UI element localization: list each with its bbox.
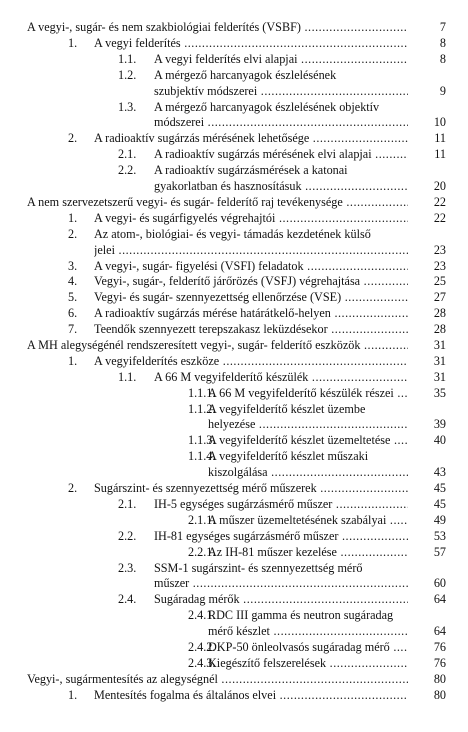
toc-entry-title: A vegyifelderítő készlet üzembe	[208, 401, 366, 416]
toc-entry-number: 2.1.	[118, 497, 137, 511]
toc-entry-title: Az IH-81 műszer kezelése .....	[208, 545, 408, 561]
toc-entry-page-number: 76	[433, 640, 446, 655]
toc-entry-page-number: 31	[433, 369, 446, 384]
toc-entry-title: A nem szervezetszerű vegyi- és sugár- felderítő raj tevékenysége .....	[27, 195, 408, 211]
toc-entry-title: IH-5 egységes sugárzásmérő műszer .....	[154, 497, 408, 513]
toc-entry-page-number: 22	[433, 194, 446, 209]
toc-entry-title: szubjektív módszerei .....	[154, 84, 408, 100]
toc-entry-title: A radioaktív sugárzás mérése határátkelő-helyen .....	[94, 306, 408, 322]
toc-entry-number: 2.4.	[118, 592, 137, 607]
toc-entry-number: 2.1.	[118, 147, 137, 162]
toc-entry-number: 2.4.1.	[188, 608, 216, 623]
toc-entry-number: 2.	[68, 226, 78, 241]
toc-entry-number: 2.	[68, 131, 78, 146]
toc-entry-number: 1.1.3.	[188, 433, 216, 448]
toc-entry-number: 1.	[68, 35, 78, 50]
toc-entry-page-number: 80	[433, 671, 446, 686]
toc-entry-title: A vegyi felderítés elvi alapjai .....	[154, 52, 408, 68]
toc-entry-number: 1.3.	[118, 99, 137, 114]
toc-entry-page-number: 43	[433, 465, 446, 480]
toc-entry-page-number: 35	[433, 385, 446, 400]
toc-entry-title: A radioaktív sugárzásmérések a katonai	[154, 163, 348, 178]
toc-entry-page-number: 39	[433, 417, 446, 432]
toc-entry-number: 2.3.	[118, 560, 137, 575]
toc-entry-title: SSM-1 sugárszint- és szennyezettség mérő	[154, 560, 363, 575]
toc-entry-page-number: 8	[439, 51, 446, 66]
toc-entry-page-number: 20	[433, 178, 446, 193]
toc-entry-page-number: 25	[433, 274, 446, 289]
toc-entry-title: A vegyi-, sugár- figyelési (VSFI) feladatok .....	[94, 259, 408, 275]
toc-entry-page-number: 49	[433, 512, 446, 527]
toc-entry-title: A vegyi-, sugár- és nem szakbiológiai felderítés (VSBF) .....	[27, 20, 408, 36]
toc-entry-number: 3.	[68, 258, 78, 273]
toc-entry-page-number: 28	[433, 322, 446, 337]
toc-entry-title: A radioaktív sugárzás mérésének elvi alapjai .....	[154, 147, 408, 163]
toc-entry-title: Sugárszint- és szennyezettség mérő műszerek .....	[94, 481, 408, 497]
toc-entry-page-number: 31	[433, 338, 446, 352]
toc-entry-page-number: 45	[433, 497, 446, 511]
toc-entry-title: Vegyi-, sugármentesítés az alegységnél .....	[27, 672, 408, 688]
toc-entry-title: Vegyi- és sugár- szennyezettség ellenőrzése (VSE) .....	[94, 290, 408, 306]
toc-entry-number: 1.1.	[118, 51, 137, 66]
toc-entry-page-number: 64	[433, 624, 446, 639]
toc-entry-title: gyakorlatban és hasznosításuk .....	[154, 179, 408, 195]
toc-entry-number: 1.1.2.	[188, 401, 216, 416]
toc-entry-title: jelei .....	[94, 243, 408, 259]
toc-entry-title: A 66 M vegyifelderítő készülék részei .....	[208, 386, 408, 402]
toc-entry-title: A műszer üzemeltetésének szabályai .....	[208, 513, 408, 529]
toc-entry-title: A vegyi- és sugárfigyelés végrehajtói .....	[94, 211, 408, 227]
toc-entry-title: Az atom-, biológiai- és vegyi- támadás kezdetének külső	[94, 226, 371, 241]
toc-entry-title: Sugáradag mérők .....	[154, 592, 408, 608]
toc-entry-title: mérő készlet .....	[208, 624, 408, 640]
toc-entry-title: kiszolgálása .....	[208, 465, 408, 481]
toc-entry-title: IH-81 egységes sugárzásmérő műszer .....	[154, 529, 408, 545]
toc-entry-number: 2.4.3.	[188, 656, 216, 670]
toc-entry-number: 2.4.2.	[188, 640, 216, 655]
toc-entry-title: Teendők szennyezett terepszakasz leküzdésekor .....	[94, 322, 408, 338]
toc-entry-page-number: 8	[439, 35, 446, 50]
toc-entry-page-number: 10	[433, 115, 446, 130]
toc-entry-title: A mérgező harcanyagok észlelésének	[154, 67, 337, 82]
toc-entry-title: A vegyifelderítés eszköze .....	[94, 354, 408, 370]
toc-entry-number: 1.	[68, 353, 78, 368]
toc-entry-page-number: 23	[433, 258, 446, 273]
toc-entry-page-number: 57	[433, 544, 446, 559]
toc-entry-number: 1.	[68, 210, 78, 225]
toc-entry-title: DKP-50 önleolvasós sugáradag mérő .....	[208, 640, 408, 656]
toc-entry-page-number: 7	[439, 20, 446, 34]
toc-entry-page-number: 31	[433, 353, 446, 368]
toc-entry-number: 1.1.	[118, 369, 137, 384]
toc-entry-title: módszerei .....	[154, 115, 408, 131]
toc-entry-page-number: 60	[433, 576, 446, 591]
toc-entry-page-number: 9	[439, 83, 446, 98]
toc-entry-page-number: 45	[433, 481, 446, 496]
toc-entry-number: 2.2.1.	[188, 544, 216, 559]
toc-entry-title: A vegyi felderítés .....	[94, 36, 408, 52]
toc-entry-page-number: 22	[433, 210, 446, 225]
toc-entry-title: A MH alegységénél rendszeresített vegyi-, sugár- felderítő eszközök .....	[27, 338, 408, 354]
toc-entry-number: 2.2.	[118, 163, 137, 178]
toc-entry-number: 2.2.	[118, 528, 137, 543]
toc-entry-title: A radioaktív sugárzás mérésének lehetősége .....	[94, 131, 408, 147]
toc-entry-title: RDC III gamma és neutron sugáradag	[208, 608, 394, 623]
toc-entry-page-number: 80	[433, 687, 446, 702]
toc-entry-title: helyezése .....	[208, 417, 408, 433]
toc-entry-page-number: 28	[433, 306, 446, 321]
toc-entry-number: 7.	[68, 322, 78, 337]
toc-entry-number: 1.	[68, 687, 78, 702]
toc-entry-title: műszer .....	[154, 576, 408, 592]
toc-entry-page-number: 11	[434, 131, 446, 146]
toc-entry-page-number: 40	[433, 433, 446, 448]
toc-entry-number: 1.1.4.	[188, 449, 216, 464]
toc-entry-page-number: 23	[433, 242, 446, 257]
toc-entry-page-number: 53	[433, 528, 446, 543]
toc-entry-page-number: 64	[433, 592, 446, 607]
toc-entry-title: A 66 M vegyifelderítő készülék .....	[154, 370, 408, 386]
toc-entry-number: 2.1.1.	[188, 512, 216, 527]
toc-entry-title: A mérgező harcanyagok észlelésének objektív	[154, 99, 380, 114]
toc-entry-number: 4.	[68, 274, 78, 289]
toc-entry-page-number: 76	[433, 656, 446, 670]
toc-entry-number: 5.	[68, 290, 78, 305]
toc-entry-number: 2.	[68, 481, 78, 496]
toc-entry-title: A vegyifelderítő készlet műszaki	[208, 449, 369, 464]
toc-entry-title: A vegyifelderítő készlet üzemeltetése .....	[208, 433, 408, 449]
toc-entry-number: 1.1.1.	[188, 385, 216, 400]
toc-entry-number: 6.	[68, 306, 78, 321]
toc-entry-title: Kiegészítő felszerelések .....	[208, 656, 408, 672]
toc-entry-number: 1.2.	[118, 67, 137, 82]
toc-entry-title: Vegyi-, sugár-, felderítő járőrözés (VSFJ) végrehajtása .....	[94, 274, 408, 290]
toc-entry-page-number: 11	[434, 147, 446, 162]
toc-entry-title: Mentesítés fogalma és általános elvei .....	[94, 688, 408, 704]
toc-entry-page-number: 27	[433, 290, 446, 305]
